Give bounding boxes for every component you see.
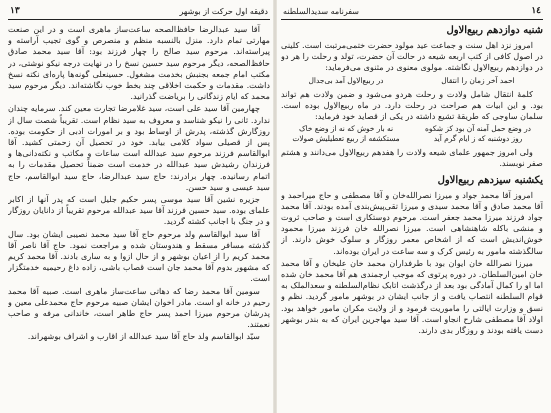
paragraph: سومین آقا محمد رضا که دهاتی ساعت‌ساز ماهری است. صبیه آقا محمد رحیم در خانه او است. مادر اخوان ایشان صبیه مرحوم حاج محمدعلی معین و پدرشان مرحوم میرزا احمد پسر حاج طاهر است، خاندانی مرفه و صاحب نعمتند.: [8, 285, 270, 330]
verse-line: روز دوشنبه که ز ایام گرم آید: [433, 134, 523, 144]
right-running-title: سفرنامه سدیدالسلطنه: [283, 6, 359, 16]
verse-line: مستکشفه از ربیع تعطیلیش صولات: [292, 134, 400, 144]
right-page-number: ١٤: [531, 6, 541, 16]
book-gutter: [273, 0, 277, 413]
verse-line: در ربیع‌الاول آمد بی‌جدال: [308, 75, 384, 85]
left-running-head: [8, 6, 270, 20]
verse-line: احمد آخر زمان را انتقال: [441, 75, 515, 85]
section-heading-saturday: شنبه دوازدهم ربیع‌الاول: [446, 25, 543, 36]
left-running-title: دقیقه اول حرکت از بوشهر: [179, 6, 268, 16]
right-page: [281, 6, 543, 407]
paragraph: کلمهٔ انتقال شامل ولادت و رحلت هردو می‌شود و ضمن ولادت هم تواند بود. و این ابیات هم صراحت در رحلت دارد. در ماه ربیع‌الاول بوده است. سلمان ساوجی که طریقهٔ تشیع داشته در یکی از قصاید خود فرماید:: [281, 88, 543, 122]
verse-couplet: [287, 124, 537, 144]
verse-line: در وضع حمل آمنه آن بود کز شکوه: [425, 124, 531, 134]
paragraph: آقا سید عبدالرضا حافظ‌الصحه ساعت‌ساز ماهری است و در این صنعت مهارتی تمام دارد. منزل بالنسبه منظم و منصرص و گوی تجیب آراسته و پیراسته‌اند. مرحوم سید صالح را چهار فرزند بود: آقا سید محمد صادق حافظ‌الصحه، دیگر مرحوم سید حسین نسخ را در نهایت درجه نیکو نوشتی، در مکتب امام جمعه بجنبش بخدمت مشغول. حسینعلی گونه‌ها پاره‌ای نکته نسخ داشت. مقدمات و حکمت اخلاقی چند بخط خوب نگاشته‌اند. دیگر مرحوم سید محمد که ایام زندگانی را بریاضت گذرانید.: [8, 24, 270, 102]
paragraph: چهارمین آقا سید علی است، سید غلامرضا تجارت معین کند. سرمایه چندان ندارد. ثانی را نیکو شناسد و معروف به سید نظام است. تقریباً شصت سال از روزگارش گذشته، پدرش از اوساط بود و بر امورات ادبی از حکومت بوده. پس از قصیلی سواد کلامی بیابد. خود در تحصیل آن زحمتی کشید. آقا ابوالقاسم فرزند مرحوم سید عبدالله است ساعات و مکاتب و نکته‌دانی‌ها و فرزندان رشیدش سید عبدالله در خدمت است ضمناً تحصیل مقدمات را به اتمام رسانیده. چهار برادرند: حاج سید عبدالرضا، حاج سید ابوالقاسم، حاج سید عیسی و سید حسن.: [8, 103, 270, 192]
paragraph: امروز آقا محمد جواد و میرزا نصرالله‌خان و آقا مصطفی و حاج میراحمد و آقا محمد صادق و آقا محمد سیدی و میرزا تقی‌پیش‌بندی آمده بودند. آقا محمد جواد فرزند میرزا محمد جعفر است. مرحوم دوستکاری است و صاحب ثروت و منشی باکله شاهنشاهی است. میرزا نصرالله خان فرزند میرزا محمود خوش‌اندیش است که از اشخاص معمر روزگار و سلوک خوش دارند. از سالگذشته مامور به رئیس کرک و سه ساعت در ایران بوده‌اند.: [281, 189, 543, 256]
verse-line: نه بار خوش که نه از وضع خاک: [298, 124, 394, 134]
paragraph: میرزا نصرالله خان ایوان بود با طرفداران محمد خان علیخان و آقا محمد خان امین‌السلطان. در دوره پرتوی که موجب ارجمندی هم آقا محمد خان شده اما او را کمال آمادگی بود بعد از درگذشت اتابک نظام‌السلطنه و سعدالملک به قوام السلطنه انتصاب یافت و از جانب ایشان در بوشهر مامور گردید. نظم و نسق و وزارت ایالتی را ماموریت فرمود و از ولایت مکران مامور خواهد بود. اولاد آقا مصطفی شارح انجاو است. آقا سید مهاجرین ایران که به بندر بوشهر دست یافته بودند و روزگار بدی دارند.: [281, 257, 543, 336]
paragraph: جزیره نشین آقا سید موسی پسر حکیم جلیل است که پدر آنها از اکابر علمای بوده. سید حسین فرزند آقا سید عبدالله مرحوم تقریباً از دانایان روزگار و در جنگ با اجانب کشته گردید.: [8, 194, 270, 227]
verse-couplet: [287, 76, 537, 86]
paragraph: آقا سید ابوالقاسم ولد مرحوم حاج آقا سید محمد نصیبی ایشان بود. سال گذشته مسافر مسقط و هندوستان شده و مراجعت نمود. حاج آقا ناصر آقا محمد کریم را از اعیان بوشهر و از حال ازوا و به ساری بادند. آقا محمد کریم که مشهور بدوم آقا محمد جان است قصاب باشی، زاده داغ رحیمیه خدمتگزار است.: [8, 228, 270, 284]
right-running-head: [281, 6, 543, 20]
right-body-text: [281, 24, 543, 336]
paragraph: امروز نزد اهل سنت و جماعت عید مولود حضرت ختمی‌مرتبت است. کلینی در اصول کافی از کتب اربعه شیعه در حالت آن حضرت، تولد و رحلت را هر دو در دوازدهم ربیع‌الاول نگاشته. مولوی معنوی در مثنوی می‌فرماید:: [281, 40, 543, 73]
paragraph: ولی امروز جمهور علمای شیعه ولادت را هفدهم ربیع‌الاول می‌دانند و هشتم صفر نوبسند.: [281, 147, 543, 169]
left-body-text: [8, 24, 270, 343]
paragraph: سیّد ابوالقاسم ولد حاج آقا سید عبدالله از اقارب و اشراف بوشهراند.: [27, 331, 260, 342]
left-page: [8, 6, 270, 407]
section-heading-sunday: یکشنبه سیزدهم ربیع‌الاول: [437, 174, 543, 186]
left-page-number: ١٣: [10, 6, 20, 16]
